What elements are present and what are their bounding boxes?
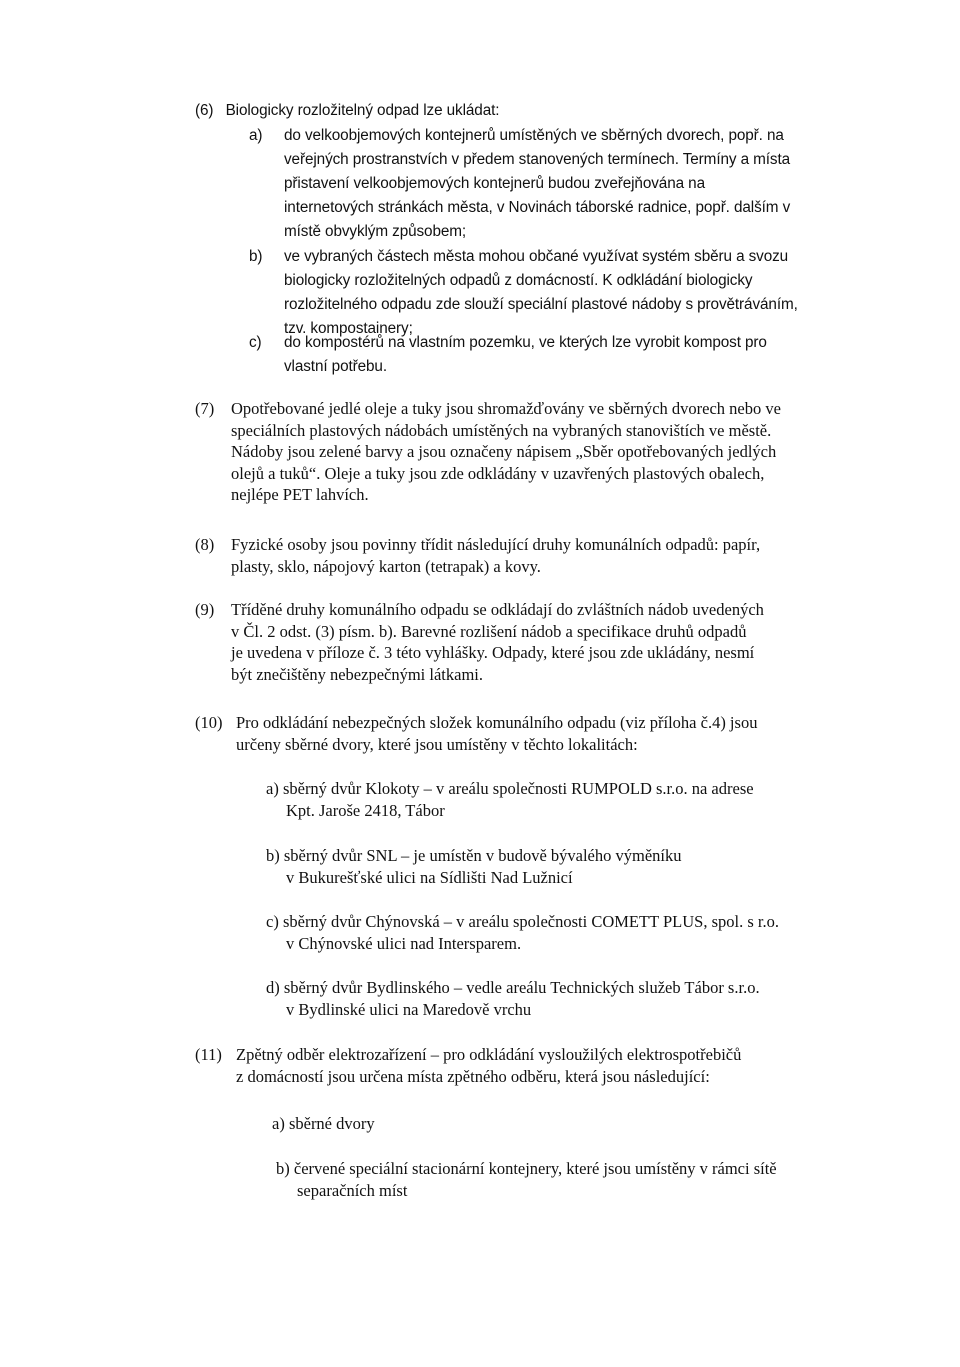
section-number: (10): [195, 713, 223, 732]
list-marker: b): [249, 248, 263, 265]
section-text: Biologicky rozložitelný odpad lze ukládat:: [225, 102, 500, 119]
paragraph-line: nejlépe PET lahvích.: [231, 485, 369, 504]
list-marker: a): [249, 127, 263, 144]
section-7: [195, 398, 895, 506]
section-6-intro: [195, 100, 895, 122]
paragraph-line: Pro odkládání nebezpečných složek komunálního odpadu (viz příloha č.4) jsou: [236, 713, 758, 732]
take-back-item: [276, 1158, 916, 1201]
section-10: [195, 712, 895, 755]
paragraph-line: Fyzické osoby jsou povinny třídit následující druhy komunálních odpadů: papír,: [231, 535, 761, 554]
paragraph-line: Tříděné druhy komunálního odpadu se odkládají do zvláštních nádob uvedených: [231, 600, 764, 619]
section-8: [195, 534, 895, 577]
list-item-line: c) sběrný dvůr Chýnovská – v areálu společnosti COMETT PLUS, spol. s r.o.: [266, 912, 779, 931]
list-item-line: separačních míst: [297, 1180, 408, 1200]
paragraph-line: určeny sběrné dvory, které jsou umístěny v těchto lokalitách:: [236, 734, 638, 754]
paragraph-line: je uvedena v příloze č. 3 této vyhlášky. Odpady, které jsou zde ukládány, nesmí: [231, 643, 755, 662]
list-item-6c: [249, 331, 909, 379]
list-item-6b: [249, 245, 909, 341]
paragraph-line: Opotřebované jedlé oleje a tuky jsou shromažďovány ve sběrných dvorech nebo ve: [231, 399, 781, 418]
section-number: (9): [195, 600, 215, 619]
paragraph-line: rozložitelného odpadu zde slouží speciální plastové nádoby s provětráváním,: [284, 296, 798, 313]
section-number: (7): [195, 399, 215, 418]
list-item-line: v Chýnovské ulici nad Intersparem.: [286, 933, 522, 953]
paragraph-line: do kompostérů na vlastním pozemku, ve kterých lze vyrobit kompost pro: [284, 334, 767, 351]
paragraph-line: z domácností jsou určena místa zpětného odběru, která jsou následující:: [236, 1066, 710, 1086]
list-item-line: d) sběrný dvůr Bydlinského – vedle areálu Technických služeb Tábor s.r.o.: [266, 978, 760, 997]
paragraph-line: speciálních plastových nádobách umístěných na vybraných stanovištích ve městě.: [231, 420, 772, 440]
section-11: [195, 1044, 895, 1087]
section-6: [195, 100, 895, 122]
paragraph-line: plasty, sklo, nápojový karton (tetrapak) a kovy.: [231, 556, 541, 576]
list-item-line: a) sběrné dvory: [272, 1114, 375, 1133]
section-number: (11): [195, 1045, 222, 1064]
list-item-line: v Bydlinské ulici na Maredově vrchu: [286, 999, 532, 1019]
paragraph-line: vlastní potřebu.: [284, 358, 387, 375]
paragraph-line: veřejných prostranstvích v předem stanovených termínech. Termíny a místa: [284, 151, 791, 168]
paragraph-line: místě obvyklým způsobem;: [284, 223, 467, 240]
list-item-line: v Bukurešťské ulici na Sídlišti Nad Lužnicí: [286, 867, 573, 887]
paragraph-line: být znečištěny nebezpečnými látkami.: [231, 664, 483, 684]
collection-yard-item: [266, 845, 906, 888]
paragraph-line: do velkoobjemových kontejnerů umístěných ve sběrných dvorech, popř. na: [284, 127, 784, 144]
paragraph-line: přistavení velkoobjemových kontejnerů budou zveřejňována na: [284, 175, 705, 192]
section-number: (8): [195, 535, 215, 554]
list-item-6a: [249, 124, 909, 244]
paragraph-line: Nádoby jsou zelené barvy a jsou označeny nápisem „Sběr opotřebovaných jedlých: [231, 442, 777, 461]
paragraph-line: v Čl. 2 odst. (3) písm. b). Barevné rozlišení nádob a specifikace druhů odpadů: [231, 621, 747, 641]
collection-yard-item: [266, 977, 906, 1020]
paragraph-line: biologicky rozložitelných odpadů z domácností. K odkládání biologicky: [284, 272, 753, 289]
paragraph-line: Zpětný odběr elektrozařízení – pro odkládání vysloužilých elektrospotřebičů: [236, 1045, 742, 1064]
paragraph-line: internetových stránkách města, v Novinách táborské radnice, popř. dalším v: [284, 199, 791, 216]
list-item-line: b) červené speciální stacionární kontejnery, které jsou umístěny v rámci sítě: [276, 1159, 777, 1178]
collection-yard-item: [266, 778, 906, 821]
take-back-item: [272, 1113, 912, 1135]
section-9: [195, 599, 895, 685]
paragraph-line: ve vybraných částech města mohou občané využívat systém sběru a svozu: [284, 248, 789, 265]
section-number: (6): [195, 102, 214, 119]
paragraph-line: olejů a tuků“. Oleje a tuky jsou zde odkládány v uzavřených plastových obalech,: [231, 463, 765, 483]
collection-yard-item: [266, 911, 906, 954]
paragraph-line: tzv. kompostainery;: [284, 320, 413, 337]
list-item-line: a) sběrný dvůr Klokoty – v areálu společnosti RUMPOLD s.r.o. na adrese: [266, 779, 754, 798]
list-item-line: Kpt. Jaroše 2418, Tábor: [286, 800, 445, 820]
list-marker: c): [249, 334, 262, 351]
list-item-line: b) sběrný dvůr SNL – je umístěn v budově bývalého výměníku: [266, 846, 682, 865]
